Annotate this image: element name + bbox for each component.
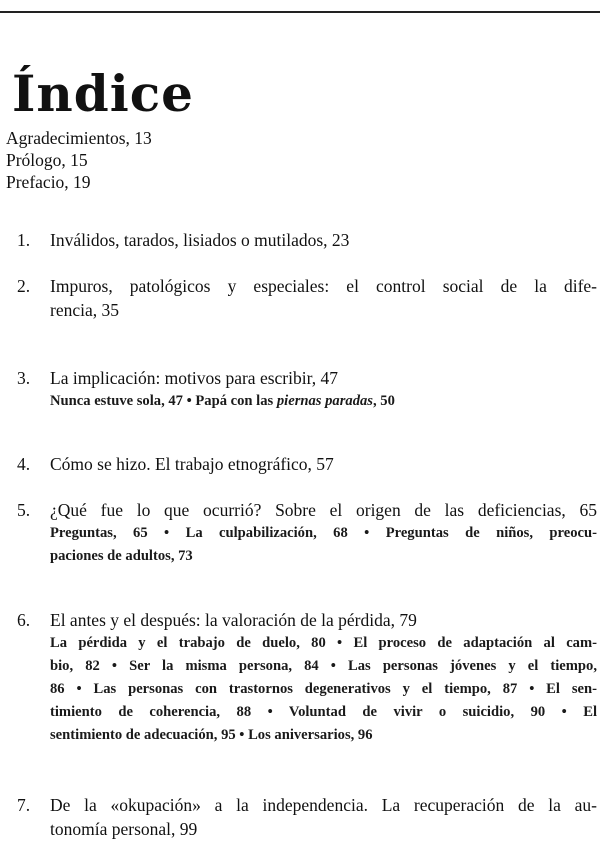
chapter-number: 4.: [17, 454, 31, 474]
subentry-line: 86 • Las personas con trastornos degenerativos y el tiempo, 87 • El sen-: [50, 681, 597, 697]
chapter-title: El antes y el después: la valoración de la pérdida, 79: [50, 610, 417, 630]
chapter-number: 5.: [17, 500, 31, 520]
chapter-title: Cómo se hizo. El trabajo etnográfico, 57: [50, 454, 334, 474]
chapter-title-line: rencia, 35: [50, 300, 119, 320]
chapter-title-line: Impuros, patológicos y especiales: el control social de la dife-: [50, 276, 597, 296]
chapter-number: 3.: [17, 368, 31, 388]
subentry-line: sentimiento de adecuación, 95 • Los aniversarios, 96: [50, 727, 373, 743]
chapter-title: ¿Qué fue lo que ocurrió? Sobre el origen de las deficiencias, 65: [50, 500, 597, 520]
subentry-italic: piernas paradas: [276, 393, 373, 409]
chapter-title: La implicación: motivos para escribir, 47: [50, 368, 338, 388]
subentry-text: Nunca estuve sola, 47 • Papá con las: [50, 393, 277, 409]
subentry-line: Preguntas, 65 • La culpabilización, 68 • Preguntas de niños, preocu-: [50, 525, 597, 541]
subentry-line: La pérdida y el trabajo de duelo, 80 • El proceso de adaptación al cam-: [50, 635, 597, 651]
chapter-title: Inválidos, tarados, lisiados o mutilados, 23: [50, 230, 350, 250]
front-matter-prologo: Prólogo, 15: [6, 150, 88, 170]
chapter-number: 6.: [17, 610, 31, 630]
chapter-title-line: tonomía personal, 99: [50, 819, 198, 839]
chapter-title-line: De la «okupación» a la independencia. La recuperación de la au-: [50, 795, 597, 815]
chapter-subentries: [50, 390, 597, 413]
subentry-line: timiento de coherencia, 88 • Voluntad de vivir o suicidio, 90 • El: [50, 704, 597, 720]
chapter-number: 2.: [17, 276, 31, 296]
front-matter-prefacio: Prefacio, 19: [6, 172, 91, 192]
top-rule: [0, 11, 600, 13]
front-matter-agradecimientos: Agradecimientos, 13: [6, 128, 152, 148]
page-title: Índice: [12, 64, 194, 123]
chapter-number: 1.: [17, 230, 31, 250]
chapter-number: 7.: [17, 795, 31, 815]
subentry-line: bio, 82 • Ser la misma persona, 84 • Las personas jóvenes y el tiempo,: [50, 658, 597, 674]
subentry-text: , 50: [372, 393, 395, 409]
subentry-line: paciones de adultos, 73: [50, 548, 193, 564]
